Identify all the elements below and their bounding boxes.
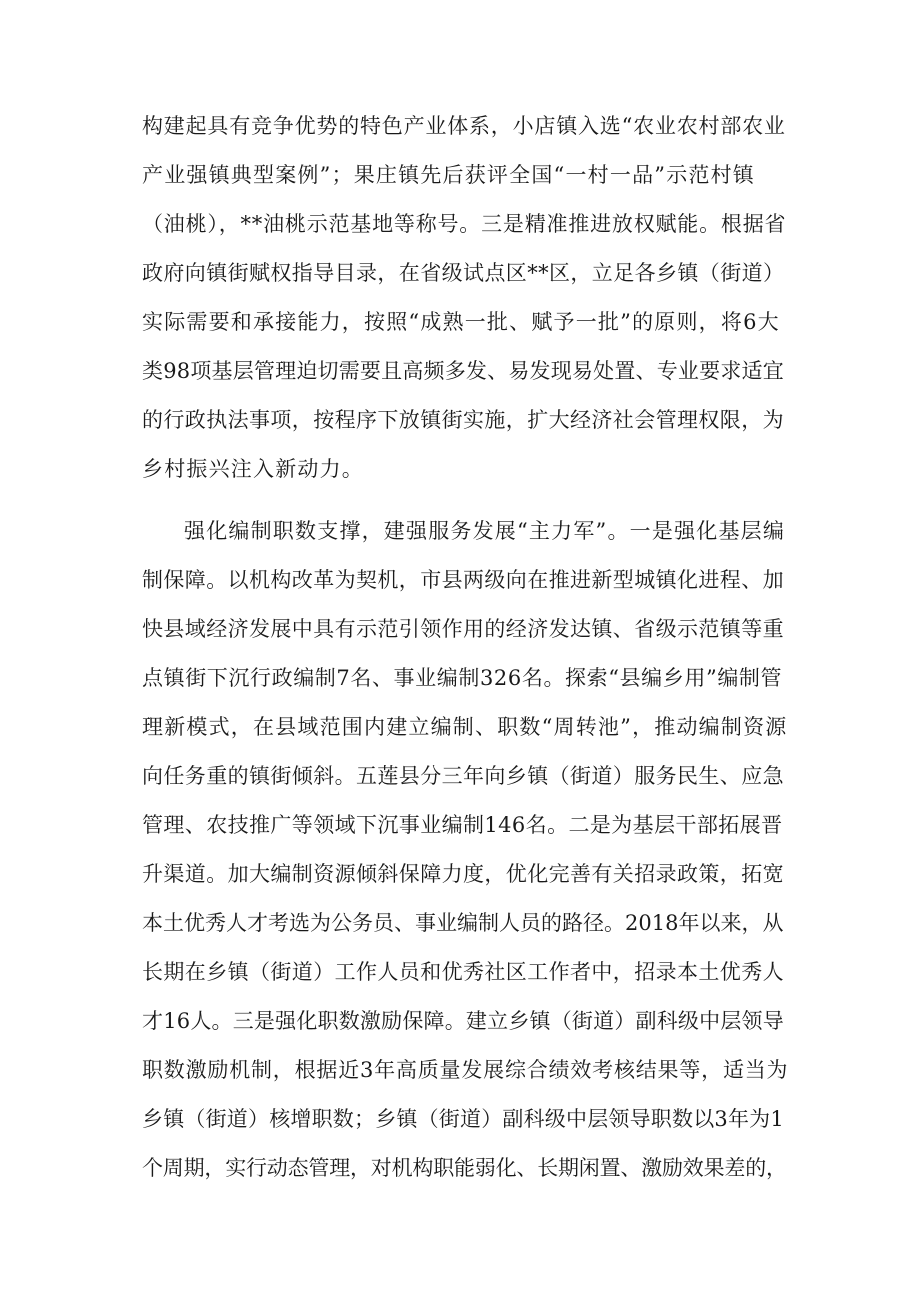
paragraph-line: 点镇街下沉行政编制7名、事业编制326名。探索“县编乡用”编制管 — [142, 666, 783, 690]
paragraph-line: 制保障。以机构改革为契机，市县两级向在推进新型城镇化进程、加 — [142, 568, 784, 592]
paragraph-line: （油桃），**油桃示范基地等称号。三是精准推进放权赋能。根据省 — [142, 212, 787, 236]
paragraph-line: 构建起具有竞争优势的特色产业体系，小店镇入选“农业农村部农业 — [142, 114, 786, 138]
paragraph-line: 长期在乡镇（街道）工作人员和优秀社区工作者中，招录本土优秀人 — [142, 960, 784, 984]
paragraph-line: 向任务重的镇街倾斜。五莲县分三年向乡镇（街道）服务民生、应急 — [142, 764, 784, 788]
paragraph-line: 的行政执法事项，按程序下放镇街实施，扩大经济社会管理权限，为 — [142, 408, 784, 432]
paragraph-line: 升渠道。加大编制资源倾斜保障力度，优化完善有关招录政策，拓宽 — [142, 862, 784, 886]
paragraph-line: 本土优秀人才考选为公务员、事业编制人员的路径。2018年以来，从 — [142, 911, 784, 935]
paragraph-line: 类98项基层管理迫切需要且高频多发、易发现易处置、专业要求适宜 — [142, 359, 784, 383]
paragraph-line: 乡村振兴注入新动力。 — [142, 457, 364, 481]
paragraph-line: 职数激励机制，根据近3年高质量发展综合绩效考核结果等，适当为 — [142, 1058, 789, 1082]
paragraph-line: 个周期，实行动态管理，对机构职能弱化、长期闲置、激励效果差的， — [142, 1156, 787, 1180]
paragraph-line: 政府向镇街赋权指导目录，在省级试点区**区，立足各乡镇（街道） — [142, 261, 785, 285]
paragraph-line: 强化编制职数支撑，建强服务发展“主力军”。一是强化基层编 — [184, 519, 786, 543]
paragraph-line: 快县域经济发展中具有示范引领作用的经济发达镇、省级示范镇等重 — [142, 617, 784, 641]
paragraph-line: 乡镇（街道）核增职数；乡镇（街道）副科级中层领导职数以3年为1 — [142, 1107, 784, 1131]
paragraph-line: 实际需要和承接能力，按照“成熟一批、赋予一批”的原则，将6大 — [142, 310, 780, 334]
paragraph-line: 管理、农技推广等领域下沉事业编制146名。二是为基层干部拓展晋 — [142, 813, 783, 837]
paragraph-line: 才16人。三是强化职数激励保障。建立乡镇（街道）副科级中层领导 — [142, 1009, 784, 1033]
paragraph-line: 产业强镇典型案例”；果庄镇先后获评全国“一村一品”示范村镇 — [142, 163, 756, 187]
paragraph-line: 理新模式，在县域范围内建立编制、职数“周转池”，推动编制资源 — [142, 715, 788, 739]
